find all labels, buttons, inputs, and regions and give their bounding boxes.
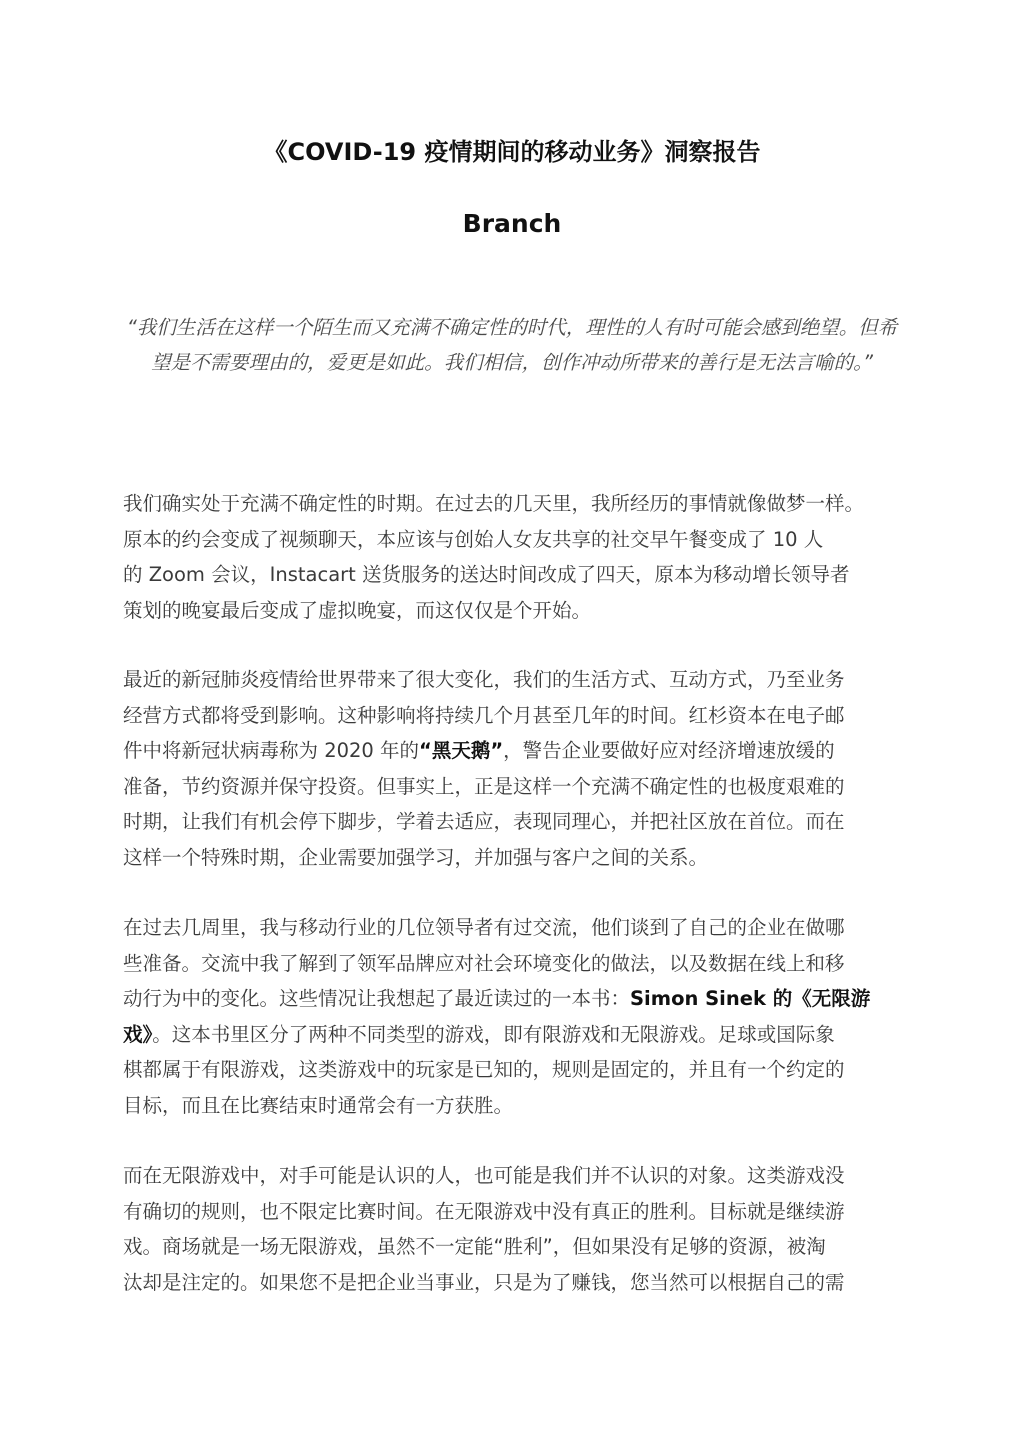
- document-title: 《COVID-19 疫情期间的移动业务》洞察报告: [263, 138, 761, 166]
- document-author: Branch: [462, 209, 562, 238]
- line-text: 件中将新冠状病毒称为 2020 年的: [123, 739, 420, 762]
- paragraph-line: [123, 1017, 905, 1053]
- black-swan-emphasis: “黑天鹅”: [419, 739, 504, 762]
- paragraph-line: 戏。商场就是一场无限游戏，虽然不一定能“胜利”，但如果没有足够的资源，被淘: [123, 1235, 826, 1258]
- paragraph-line: 策划的晚宴最后变成了虚拟晚宴，而这仅仅是个开始。: [123, 598, 592, 622]
- paragraph-line: 经营方式都将受到影响。这种影响将持续几个月甚至几年的时间。红杉资本在电子邮: [123, 703, 845, 727]
- paragraph-line: 有确切的规则，也不限定比赛时间。在无限游戏中没有真正的胜利。目标就是继续游: [123, 1199, 845, 1223]
- paragraph-line: 的 Zoom 会议，Instacart 送货服务的送达时间改成了四天，原本为移动增长领导者: [123, 563, 850, 586]
- body-paragraph-2: [123, 662, 905, 875]
- paragraph-line: [123, 733, 905, 769]
- line-text: 动行为中的变化。这些情况让我想起了最近读过的一本书：: [123, 987, 631, 1010]
- paragraph-line: 时期，让我们有机会停下脚步，学着去适应，表现同理心，并把社区放在首位。而在: [123, 810, 845, 833]
- paragraph-line: 准备，节约资源并保守投资。但事实上，正是这样一个充满不确定性的也极度艰难的: [123, 774, 845, 798]
- paragraph-line: 而在无限游戏中，对手可能是认识的人，也可能是我们并不认识的对象。这类游戏没: [123, 1164, 845, 1187]
- paragraph-line: 汰却是注定的。如果您不是把企业当事业，只是为了赚钱，您当然可以根据自己的需: [123, 1270, 845, 1294]
- paragraph-line: 些准备。交流中我了解到了领军品牌应对社会环境变化的做法，以及数据在线上和移: [123, 951, 845, 975]
- paragraph-line: 在过去几周里，我与移动行业的几位领导者有过交流，他们谈到了自己的企业在做哪: [123, 916, 845, 939]
- paragraph-line: 这样一个特殊时期，企业需要加强学习，并加强与客户之间的关系。: [123, 845, 709, 869]
- paragraph-line: 我们确实处于充满不确定性的时期。在过去的几天里，我所经历的事情就像做梦一样。: [123, 492, 865, 515]
- body-paragraph-1: [123, 486, 905, 628]
- paragraph-line: 原本的约会变成了视频聊天，本应该与创始人女友共享的社交早午餐变成了 10 人: [123, 527, 824, 551]
- book-title-emphasis: 戏》: [123, 1022, 153, 1046]
- epigraph-quote: “我们生活在这样一个陌生而又充满不确定性的时代，理性的人有时可能会感到绝望。但希望是不需要理由的，爱更是如此。我们相信，创作冲动所带来的善行是无法言喻的。”: [126, 316, 898, 374]
- line-text: 。这本书里区分了两种不同类型的游戏，即有限游戏和无限游戏。足球或国际象: [152, 1022, 835, 1046]
- paragraph-line: 棋都属于有限游戏，这类游戏中的玩家是已知的，规则是固定的，并且有一个约定的: [123, 1058, 845, 1081]
- body-paragraph-4: [123, 1158, 905, 1300]
- book-title-emphasis: Simon Sinek 的《无限游: [630, 987, 871, 1010]
- paragraph-line: 最近的新冠肺炎疫情给世界带来了很大变化，我们的生活方式、互动方式，乃至业务: [123, 668, 845, 691]
- paragraph-line: [123, 981, 905, 1017]
- line-text: ，警告企业要做好应对经济增速放缓的: [503, 739, 835, 762]
- body-paragraph-3: [123, 910, 905, 1123]
- paragraph-line: 目标，而且在比赛结束时通常会有一方获胜。: [123, 1093, 514, 1117]
